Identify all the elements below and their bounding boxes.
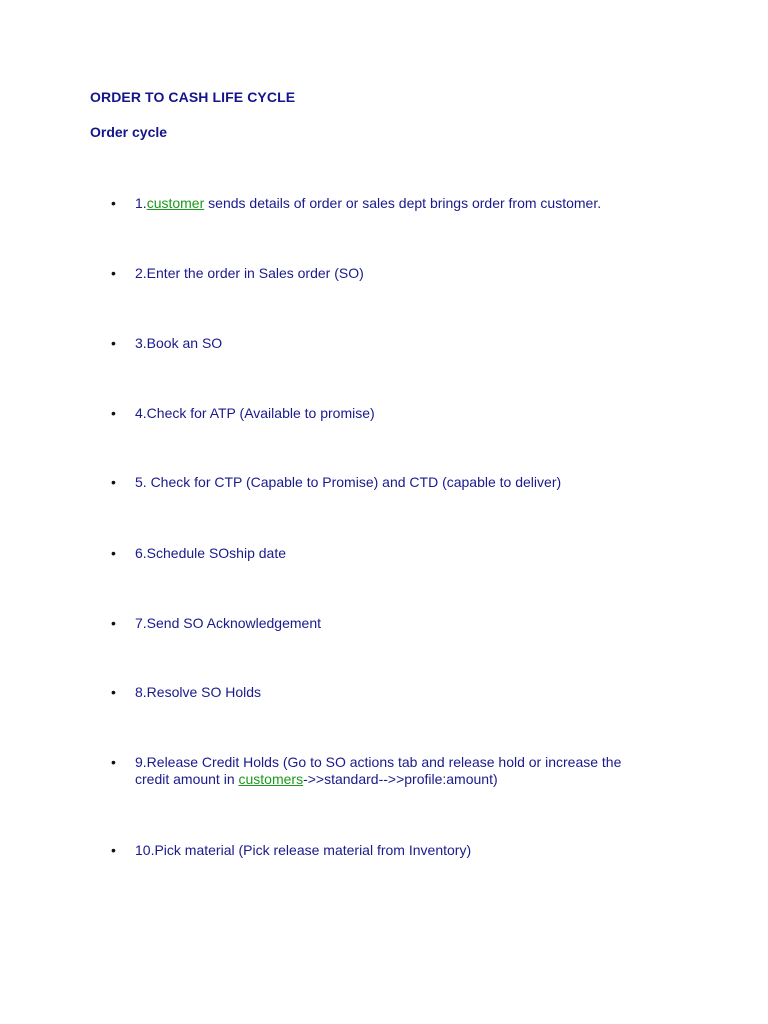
- step-text: 7.Send SO Acknowledgement: [135, 615, 322, 631]
- bullet-icon: •: [111, 405, 116, 421]
- step-line-2-end: ->>standard-->>profile:amount): [303, 771, 498, 787]
- document-title: ORDER TO CASH LIFE CYCLE: [90, 89, 296, 105]
- section-heading: Order cycle: [90, 124, 168, 140]
- step-text: 8.Resolve SO Holds: [135, 684, 262, 700]
- step-text: 2.Enter the order in Sales order (SO): [135, 265, 364, 281]
- bullet-icon: •: [111, 842, 116, 858]
- step-text: 6.Schedule SOship date: [135, 545, 286, 561]
- bullet-icon: •: [111, 545, 116, 561]
- step-text: 3.Book an SO: [135, 335, 223, 351]
- step-description: sends details of order or sales dept brings order from customer.: [204, 195, 602, 211]
- bullet-icon: •: [111, 195, 116, 211]
- bullet-icon: •: [111, 335, 116, 351]
- bullet-icon: •: [111, 754, 116, 770]
- customer-link[interactable]: customer: [146, 195, 205, 211]
- bullet-icon: •: [111, 684, 116, 700]
- bullet-icon: •: [111, 265, 116, 281]
- bullet-icon: •: [111, 615, 116, 631]
- step-text: [135, 195, 675, 212]
- step-text: 5. Check for CTP (Capable to Promise) and CTD (capable to deliver): [135, 474, 562, 490]
- step-line-1: 9.Release Credit Holds (Go to SO actions tab and release hold or increase the: [135, 754, 622, 770]
- customers-link[interactable]: customers: [238, 771, 304, 787]
- step-text: 4.Check for ATP (Available to promise): [135, 405, 375, 421]
- step-line-2: credit amount in: [135, 771, 239, 787]
- step-text: [135, 754, 675, 788]
- step-text: 10.Pick material (Pick release material from Inventory): [135, 842, 472, 858]
- step-number: 1.: [135, 195, 147, 211]
- bullet-icon: •: [111, 474, 116, 490]
